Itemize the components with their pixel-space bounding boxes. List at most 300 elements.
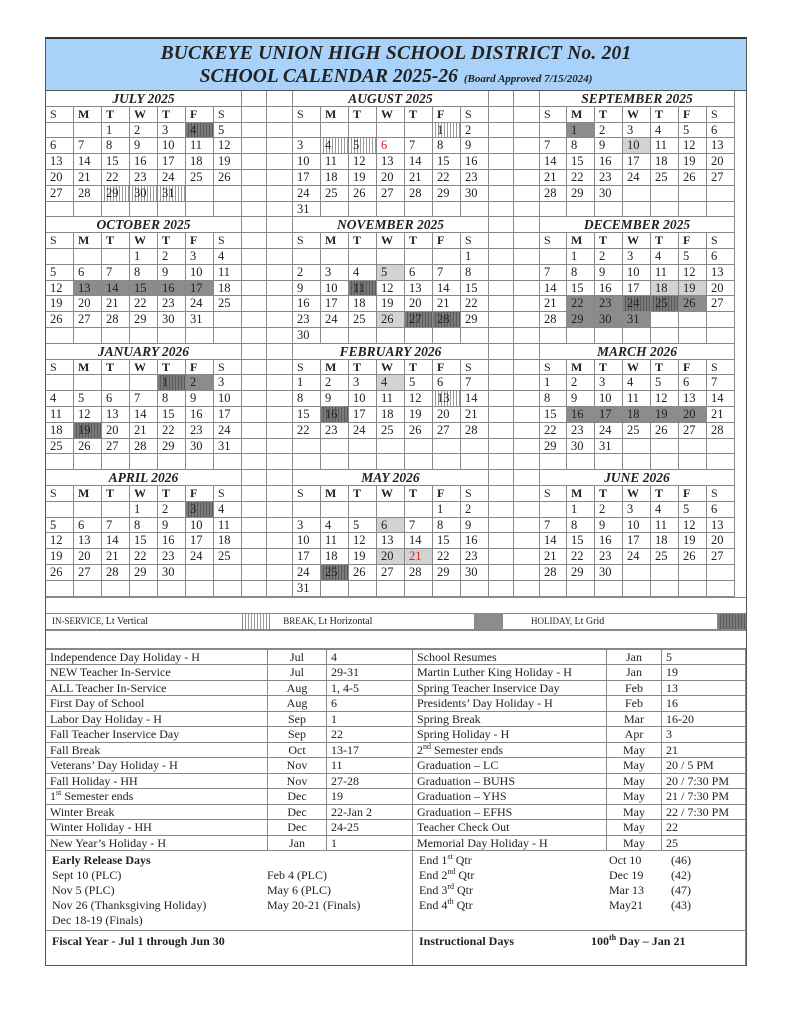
day-cell[interactable]: 28: [540, 565, 567, 581]
day-cell[interactable]: 6: [377, 518, 405, 534]
day-cell[interactable]: 25: [321, 565, 349, 581]
day-cell[interactable]: 19: [679, 533, 707, 549]
day-cell[interactable]: 20: [377, 170, 405, 186]
day-cell[interactable]: 10: [595, 391, 623, 407]
day-cell[interactable]: 8: [102, 138, 130, 154]
day-cell[interactable]: 22: [567, 549, 595, 565]
day-cell[interactable]: 14: [102, 533, 130, 549]
day-cell[interactable]: 6: [433, 375, 461, 391]
day-cell[interactable]: 2: [293, 265, 321, 281]
day-cell[interactable]: 13: [74, 281, 102, 297]
day-cell[interactable]: 29: [433, 186, 461, 202]
day-cell[interactable]: 29: [461, 312, 489, 328]
day-cell[interactable]: 28: [433, 312, 461, 328]
day-cell[interactable]: 26: [679, 549, 707, 565]
day-cell[interactable]: 19: [349, 549, 377, 565]
day-cell[interactable]: 1: [130, 502, 158, 518]
day-cell[interactable]: 6: [74, 265, 102, 281]
day-cell[interactable]: 10: [293, 533, 321, 549]
day-cell[interactable]: 5: [46, 518, 74, 534]
day-cell[interactable]: 12: [349, 154, 377, 170]
day-cell[interactable]: 9: [158, 518, 186, 534]
day-cell[interactable]: 11: [46, 407, 74, 423]
day-cell[interactable]: 23: [158, 296, 186, 312]
day-cell[interactable]: 19: [377, 296, 405, 312]
day-cell[interactable]: 3: [293, 518, 321, 534]
day-cell[interactable]: 16: [293, 296, 321, 312]
day-cell[interactable]: 15: [567, 533, 595, 549]
day-cell[interactable]: 23: [595, 549, 623, 565]
day-cell[interactable]: 7: [405, 518, 433, 534]
day-cell[interactable]: 24: [321, 312, 349, 328]
day-cell[interactable]: 6: [74, 518, 102, 534]
day-cell[interactable]: 3: [595, 375, 623, 391]
day-cell[interactable]: 12: [651, 391, 679, 407]
day-cell[interactable]: 10: [623, 265, 651, 281]
day-cell[interactable]: 11: [651, 518, 679, 534]
day-cell[interactable]: 17: [186, 281, 214, 297]
day-cell[interactable]: 30: [158, 312, 186, 328]
day-cell[interactable]: 1: [293, 375, 321, 391]
day-cell[interactable]: 29: [102, 186, 130, 202]
day-cell[interactable]: 2: [567, 375, 595, 391]
day-cell[interactable]: 3: [158, 123, 186, 139]
day-cell[interactable]: 19: [651, 407, 679, 423]
day-cell[interactable]: 23: [595, 170, 623, 186]
day-cell[interactable]: 25: [214, 549, 242, 565]
day-cell[interactable]: 7: [540, 518, 567, 534]
day-cell[interactable]: 8: [433, 138, 461, 154]
day-cell[interactable]: 25: [623, 423, 651, 439]
day-cell[interactable]: 24: [349, 423, 377, 439]
day-cell[interactable]: 16: [321, 407, 349, 423]
day-cell[interactable]: 2: [321, 375, 349, 391]
day-cell[interactable]: 9: [461, 138, 489, 154]
day-cell[interactable]: 20: [405, 296, 433, 312]
day-cell[interactable]: 28: [540, 186, 567, 202]
day-cell[interactable]: 13: [707, 138, 735, 154]
day-cell[interactable]: 7: [102, 265, 130, 281]
day-cell[interactable]: 6: [46, 138, 74, 154]
day-cell[interactable]: 15: [567, 281, 595, 297]
day-cell[interactable]: 17: [293, 170, 321, 186]
day-cell[interactable]: 11: [321, 533, 349, 549]
day-cell[interactable]: 2: [130, 123, 158, 139]
day-cell[interactable]: 14: [130, 407, 158, 423]
day-cell[interactable]: 21: [540, 549, 567, 565]
day-cell[interactable]: 15: [567, 154, 595, 170]
day-cell[interactable]: 24: [623, 549, 651, 565]
day-cell[interactable]: 15: [158, 407, 186, 423]
day-cell[interactable]: 6: [405, 265, 433, 281]
day-cell[interactable]: 3: [214, 375, 242, 391]
day-cell[interactable]: 3: [186, 502, 214, 518]
day-cell[interactable]: 13: [46, 154, 74, 170]
day-cell[interactable]: 3: [623, 123, 651, 139]
day-cell[interactable]: 4: [321, 518, 349, 534]
day-cell[interactable]: 8: [130, 265, 158, 281]
day-cell[interactable]: 26: [349, 186, 377, 202]
day-cell[interactable]: 14: [707, 391, 735, 407]
day-cell[interactable]: 22: [567, 170, 595, 186]
day-cell[interactable]: 5: [377, 265, 405, 281]
day-cell[interactable]: 6: [377, 138, 405, 154]
day-cell[interactable]: 19: [74, 423, 102, 439]
day-cell[interactable]: 1: [461, 249, 489, 265]
day-cell[interactable]: 9: [158, 265, 186, 281]
day-cell[interactable]: 9: [186, 391, 214, 407]
day-cell[interactable]: 24: [186, 296, 214, 312]
day-cell[interactable]: 10: [623, 518, 651, 534]
day-cell[interactable]: 31: [595, 439, 623, 455]
day-cell[interactable]: 25: [214, 296, 242, 312]
day-cell[interactable]: 7: [540, 138, 567, 154]
day-cell[interactable]: 12: [46, 281, 74, 297]
day-cell[interactable]: 26: [651, 423, 679, 439]
day-cell[interactable]: 1: [130, 249, 158, 265]
day-cell[interactable]: 9: [595, 138, 623, 154]
day-cell[interactable]: 16: [158, 533, 186, 549]
day-cell[interactable]: 30: [595, 565, 623, 581]
day-cell[interactable]: 6: [707, 249, 735, 265]
day-cell[interactable]: 29: [567, 565, 595, 581]
day-cell[interactable]: 2: [595, 123, 623, 139]
day-cell[interactable]: 8: [130, 518, 158, 534]
day-cell[interactable]: 12: [46, 533, 74, 549]
day-cell[interactable]: 28: [461, 423, 489, 439]
day-cell[interactable]: 22: [102, 170, 130, 186]
day-cell[interactable]: 13: [707, 265, 735, 281]
day-cell[interactable]: 16: [595, 533, 623, 549]
day-cell[interactable]: 30: [158, 565, 186, 581]
day-cell[interactable]: 14: [102, 281, 130, 297]
day-cell[interactable]: 13: [707, 518, 735, 534]
day-cell[interactable]: 29: [540, 439, 567, 455]
day-cell[interactable]: 17: [349, 407, 377, 423]
day-cell[interactable]: 23: [321, 423, 349, 439]
day-cell[interactable]: 9: [321, 391, 349, 407]
day-cell[interactable]: 27: [707, 549, 735, 565]
day-cell[interactable]: 1: [567, 249, 595, 265]
day-cell[interactable]: 2: [461, 502, 489, 518]
day-cell[interactable]: 26: [46, 565, 74, 581]
day-cell[interactable]: 14: [433, 281, 461, 297]
day-cell[interactable]: 28: [707, 423, 735, 439]
day-cell[interactable]: 31: [293, 202, 321, 218]
day-cell[interactable]: 18: [46, 423, 74, 439]
day-cell[interactable]: 5: [214, 123, 242, 139]
day-cell[interactable]: 27: [679, 423, 707, 439]
day-cell[interactable]: 28: [540, 312, 567, 328]
day-cell[interactable]: 22: [540, 423, 567, 439]
day-cell[interactable]: 18: [186, 154, 214, 170]
day-cell[interactable]: 1: [540, 375, 567, 391]
day-cell[interactable]: 12: [214, 138, 242, 154]
day-cell[interactable]: 25: [186, 170, 214, 186]
day-cell[interactable]: 25: [46, 439, 74, 455]
day-cell[interactable]: 4: [349, 265, 377, 281]
day-cell[interactable]: 18: [651, 533, 679, 549]
day-cell[interactable]: 2: [595, 249, 623, 265]
day-cell[interactable]: 18: [321, 170, 349, 186]
day-cell[interactable]: 21: [405, 170, 433, 186]
day-cell[interactable]: 15: [293, 407, 321, 423]
day-cell[interactable]: 7: [461, 375, 489, 391]
day-cell[interactable]: 19: [349, 170, 377, 186]
day-cell[interactable]: 25: [349, 312, 377, 328]
day-cell[interactable]: 17: [214, 407, 242, 423]
day-cell[interactable]: 26: [74, 439, 102, 455]
day-cell[interactable]: 4: [623, 375, 651, 391]
day-cell[interactable]: 3: [623, 502, 651, 518]
day-cell[interactable]: 16: [158, 281, 186, 297]
day-cell[interactable]: 6: [679, 375, 707, 391]
day-cell[interactable]: 2: [186, 375, 214, 391]
day-cell[interactable]: 15: [540, 407, 567, 423]
day-cell[interactable]: 6: [707, 502, 735, 518]
day-cell[interactable]: 20: [707, 533, 735, 549]
day-cell[interactable]: 30: [130, 186, 158, 202]
day-cell[interactable]: 18: [651, 281, 679, 297]
day-cell[interactable]: 31: [214, 439, 242, 455]
day-cell[interactable]: 19: [46, 296, 74, 312]
day-cell[interactable]: 30: [461, 565, 489, 581]
day-cell[interactable]: 24: [186, 549, 214, 565]
day-cell[interactable]: 11: [651, 138, 679, 154]
day-cell[interactable]: 22: [158, 423, 186, 439]
day-cell[interactable]: 16: [461, 154, 489, 170]
day-cell[interactable]: 7: [74, 138, 102, 154]
day-cell[interactable]: 12: [679, 518, 707, 534]
day-cell[interactable]: 18: [321, 549, 349, 565]
day-cell[interactable]: 21: [130, 423, 158, 439]
day-cell[interactable]: 13: [74, 533, 102, 549]
day-cell[interactable]: 13: [405, 281, 433, 297]
day-cell[interactable]: 7: [540, 265, 567, 281]
day-cell[interactable]: 19: [46, 549, 74, 565]
day-cell[interactable]: 20: [46, 170, 74, 186]
day-cell[interactable]: 12: [377, 281, 405, 297]
day-cell[interactable]: 20: [377, 549, 405, 565]
day-cell[interactable]: 15: [130, 281, 158, 297]
day-cell[interactable]: 15: [433, 154, 461, 170]
day-cell[interactable]: 21: [707, 407, 735, 423]
day-cell[interactable]: 1: [567, 123, 595, 139]
day-cell[interactable]: 22: [433, 170, 461, 186]
day-cell[interactable]: 10: [349, 391, 377, 407]
day-cell[interactable]: 14: [461, 391, 489, 407]
day-cell[interactable]: 14: [540, 281, 567, 297]
day-cell[interactable]: 19: [405, 407, 433, 423]
day-cell[interactable]: 24: [293, 186, 321, 202]
day-cell[interactable]: 27: [433, 423, 461, 439]
day-cell[interactable]: 23: [293, 312, 321, 328]
day-cell[interactable]: 23: [461, 170, 489, 186]
day-cell[interactable]: 5: [349, 518, 377, 534]
day-cell[interactable]: 23: [130, 170, 158, 186]
day-cell[interactable]: 21: [461, 407, 489, 423]
day-cell[interactable]: 20: [679, 407, 707, 423]
day-cell[interactable]: 29: [433, 565, 461, 581]
day-cell[interactable]: 4: [651, 502, 679, 518]
day-cell[interactable]: 10: [321, 281, 349, 297]
day-cell[interactable]: 27: [377, 186, 405, 202]
day-cell[interactable]: 1: [158, 375, 186, 391]
day-cell[interactable]: 15: [130, 533, 158, 549]
day-cell[interactable]: 17: [158, 154, 186, 170]
day-cell[interactable]: 2: [461, 123, 489, 139]
day-cell[interactable]: 21: [102, 296, 130, 312]
day-cell[interactable]: 5: [349, 138, 377, 154]
day-cell[interactable]: 11: [321, 154, 349, 170]
day-cell[interactable]: 25: [651, 549, 679, 565]
day-cell[interactable]: 17: [321, 296, 349, 312]
day-cell[interactable]: 19: [214, 154, 242, 170]
day-cell[interactable]: 5: [679, 249, 707, 265]
day-cell[interactable]: 12: [679, 138, 707, 154]
day-cell[interactable]: 19: [679, 281, 707, 297]
day-cell[interactable]: 9: [595, 265, 623, 281]
day-cell[interactable]: 20: [433, 407, 461, 423]
day-cell[interactable]: 1: [433, 502, 461, 518]
day-cell[interactable]: 18: [214, 281, 242, 297]
day-cell[interactable]: 16: [130, 154, 158, 170]
day-cell[interactable]: 9: [293, 281, 321, 297]
day-cell[interactable]: 18: [214, 533, 242, 549]
day-cell[interactable]: 10: [186, 265, 214, 281]
day-cell[interactable]: 15: [433, 533, 461, 549]
day-cell[interactable]: 8: [567, 138, 595, 154]
day-cell[interactable]: 21: [405, 549, 433, 565]
day-cell[interactable]: 24: [623, 296, 651, 312]
day-cell[interactable]: 24: [158, 170, 186, 186]
day-cell[interactable]: 31: [158, 186, 186, 202]
day-cell[interactable]: 28: [405, 565, 433, 581]
day-cell[interactable]: 12: [679, 265, 707, 281]
day-cell[interactable]: 4: [651, 123, 679, 139]
day-cell[interactable]: 16: [595, 154, 623, 170]
day-cell[interactable]: 24: [293, 565, 321, 581]
day-cell[interactable]: 8: [540, 391, 567, 407]
day-cell[interactable]: 16: [595, 281, 623, 297]
day-cell[interactable]: 30: [186, 439, 214, 455]
day-cell[interactable]: 21: [74, 170, 102, 186]
day-cell[interactable]: 23: [461, 549, 489, 565]
day-cell[interactable]: 9: [461, 518, 489, 534]
day-cell[interactable]: 9: [595, 518, 623, 534]
day-cell[interactable]: 11: [651, 265, 679, 281]
day-cell[interactable]: 16: [567, 407, 595, 423]
day-cell[interactable]: 14: [405, 154, 433, 170]
day-cell[interactable]: 10: [158, 138, 186, 154]
day-cell[interactable]: 22: [461, 296, 489, 312]
day-cell[interactable]: 9: [567, 391, 595, 407]
day-cell[interactable]: 26: [679, 296, 707, 312]
day-cell[interactable]: 12: [349, 533, 377, 549]
day-cell[interactable]: 29: [158, 439, 186, 455]
day-cell[interactable]: 5: [405, 375, 433, 391]
day-cell[interactable]: 18: [623, 407, 651, 423]
day-cell[interactable]: 4: [651, 249, 679, 265]
day-cell[interactable]: 17: [186, 533, 214, 549]
day-cell[interactable]: 26: [405, 423, 433, 439]
day-cell[interactable]: 13: [679, 391, 707, 407]
day-cell[interactable]: 22: [567, 296, 595, 312]
day-cell[interactable]: 1: [102, 123, 130, 139]
day-cell[interactable]: 16: [461, 533, 489, 549]
day-cell[interactable]: 29: [567, 312, 595, 328]
day-cell[interactable]: 11: [623, 391, 651, 407]
day-cell[interactable]: 27: [707, 170, 735, 186]
day-cell[interactable]: 22: [433, 549, 461, 565]
day-cell[interactable]: 5: [74, 391, 102, 407]
day-cell[interactable]: 27: [707, 296, 735, 312]
day-cell[interactable]: 26: [46, 312, 74, 328]
day-cell[interactable]: 6: [707, 123, 735, 139]
day-cell[interactable]: 20: [74, 296, 102, 312]
day-cell[interactable]: 12: [405, 391, 433, 407]
day-cell[interactable]: 13: [433, 391, 461, 407]
day-cell[interactable]: 18: [349, 296, 377, 312]
day-cell[interactable]: 25: [377, 423, 405, 439]
day-cell[interactable]: 7: [102, 518, 130, 534]
day-cell[interactable]: 28: [74, 186, 102, 202]
day-cell[interactable]: 5: [651, 375, 679, 391]
day-cell[interactable]: 8: [293, 391, 321, 407]
day-cell[interactable]: 29: [130, 312, 158, 328]
day-cell[interactable]: 17: [623, 281, 651, 297]
day-cell[interactable]: 27: [74, 312, 102, 328]
day-cell[interactable]: 1: [433, 123, 461, 139]
day-cell[interactable]: 16: [186, 407, 214, 423]
day-cell[interactable]: 8: [158, 391, 186, 407]
day-cell[interactable]: 2: [158, 249, 186, 265]
day-cell[interactable]: 14: [540, 154, 567, 170]
day-cell[interactable]: 23: [567, 423, 595, 439]
day-cell[interactable]: 13: [102, 407, 130, 423]
day-cell[interactable]: 26: [679, 170, 707, 186]
day-cell[interactable]: 4: [377, 375, 405, 391]
day-cell[interactable]: 21: [102, 549, 130, 565]
day-cell[interactable]: 10: [623, 138, 651, 154]
day-cell[interactable]: 30: [461, 186, 489, 202]
day-cell[interactable]: 25: [651, 296, 679, 312]
day-cell[interactable]: 28: [102, 312, 130, 328]
day-cell[interactable]: 11: [349, 281, 377, 297]
day-cell[interactable]: 21: [540, 296, 567, 312]
day-cell[interactable]: 8: [461, 265, 489, 281]
day-cell[interactable]: 4: [46, 391, 74, 407]
day-cell[interactable]: 18: [377, 407, 405, 423]
day-cell[interactable]: 8: [567, 518, 595, 534]
day-cell[interactable]: 24: [623, 170, 651, 186]
day-cell[interactable]: 28: [405, 186, 433, 202]
day-cell[interactable]: 13: [377, 154, 405, 170]
day-cell[interactable]: 23: [595, 296, 623, 312]
day-cell[interactable]: 4: [214, 249, 242, 265]
day-cell[interactable]: 7: [707, 375, 735, 391]
day-cell[interactable]: 30: [595, 312, 623, 328]
day-cell[interactable]: 2: [595, 502, 623, 518]
day-cell[interactable]: 28: [130, 439, 158, 455]
day-cell[interactable]: 3: [623, 249, 651, 265]
day-cell[interactable]: 4: [321, 138, 349, 154]
day-cell[interactable]: 23: [186, 423, 214, 439]
day-cell[interactable]: 25: [651, 170, 679, 186]
day-cell[interactable]: 21: [540, 170, 567, 186]
day-cell[interactable]: 22: [130, 549, 158, 565]
day-cell[interactable]: 11: [214, 265, 242, 281]
